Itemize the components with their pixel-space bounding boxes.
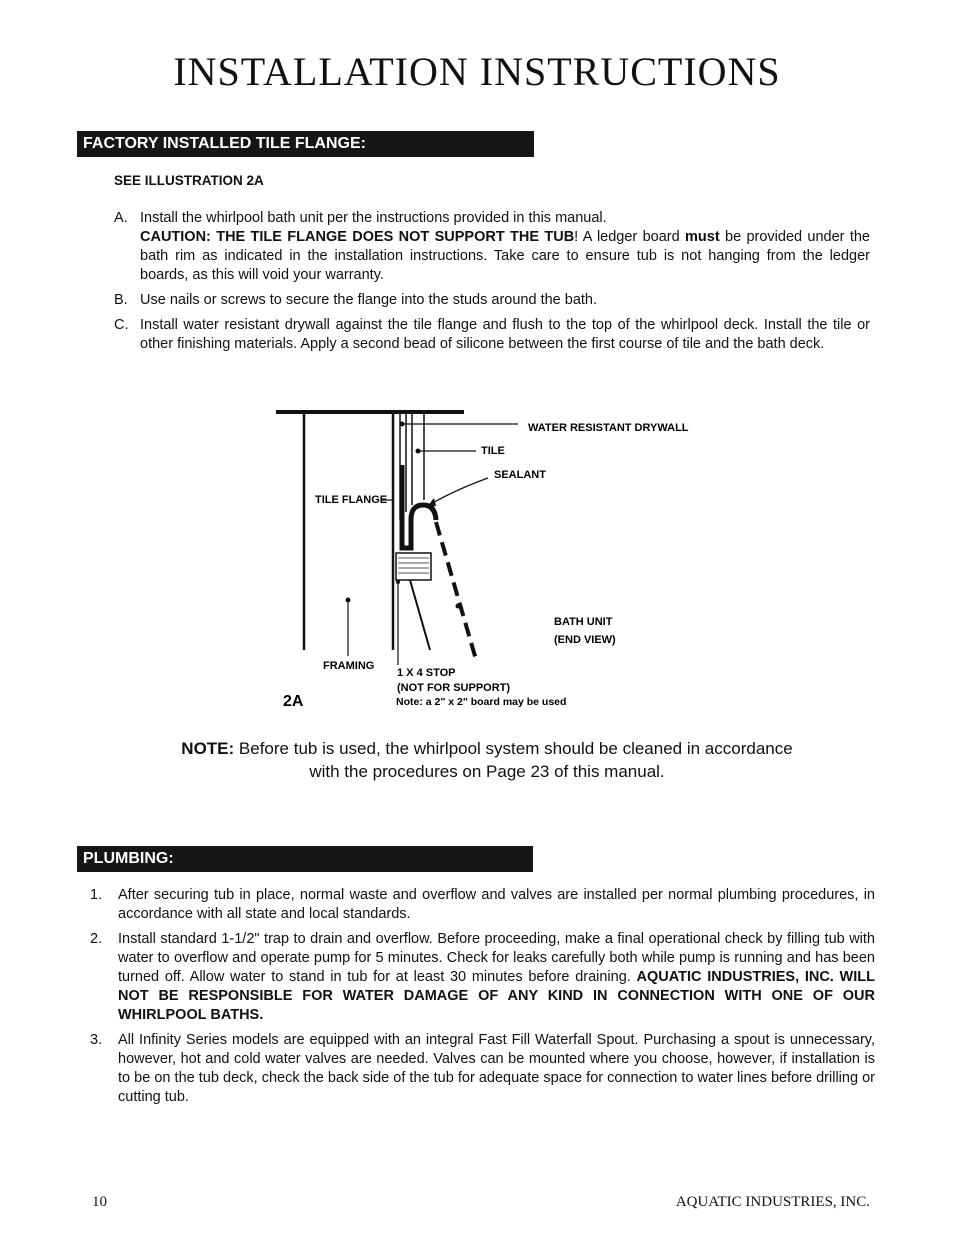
list-item <box>114 316 870 354</box>
item-marker: A. <box>114 210 128 226</box>
item-line: ! A ledger board <box>574 229 686 245</box>
item-line: be provided under the bath rim as indicated in the installation instructions. Take care to ensure tub is not hanging from the ledger boards, as this will void your warranty. <box>140 229 871 283</box>
page-number: 10 <box>92 1194 107 1210</box>
flange-leg <box>410 580 430 650</box>
item-line: Install standard 1-1/2" trap to drain and overflow. Before proceeding, make a final operational check by filling tub with water to overflow and operate pump for 5 minutes. Check for leaks carefully both while pump is running and has been turned off. Allow water to stand in tub for at least 30 minutes before draining. <box>118 931 875 985</box>
page-title: INSTALLATION INSTRUCTIONS <box>173 49 781 94</box>
label-framing: FRAMING <box>323 660 375 672</box>
label-tile-flange: TILE FLANGE <box>315 494 388 506</box>
stop-board <box>396 553 431 580</box>
item-text: Install water resistant drywall against the tile flange and flush to the top of the whirlpool deck. Install the tile or other finishing materials. Apply a second bead of silicone between the first course of tile and the bath deck. <box>140 317 870 352</box>
figure-label: 2A <box>283 693 304 710</box>
caution-text: CAUTION: THE TILE FLANGE DOES NOT SUPPORT THE TUB <box>140 229 575 245</box>
list-item <box>114 209 870 285</box>
item-marker: 3. <box>90 1032 103 1048</box>
list-item <box>90 930 875 1025</box>
section-heading-plumbing: PLUMBING: <box>77 846 533 872</box>
leader-sealant <box>429 478 488 505</box>
section-heading-tile-flange: FACTORY INSTALLED TILE FLANGE: <box>77 131 534 157</box>
label-tile: TILE <box>481 445 505 457</box>
list-item <box>90 886 875 924</box>
item-text <box>118 930 875 1025</box>
item-marker: B. <box>114 292 128 308</box>
note-line: with the procedures on Page 23 of this manual. <box>309 762 665 781</box>
item-marker: C. <box>114 317 129 333</box>
note-label: NOTE: <box>181 739 235 758</box>
item-text <box>140 209 870 285</box>
label-drywall: WATER RESISTANT DRYWALL <box>528 422 689 434</box>
tile-flange <box>402 465 436 548</box>
company-name: AQUATIC INDUSTRIES, INC. <box>675 1194 870 1210</box>
item-text: After securing tub in place, normal waste and overflow and valves are installed per normal plumbing procedures, in accordance with all state and local standards. <box>118 887 875 922</box>
liability-text: AQUATIC INDUSTRIES, INC. WILL NOT BE RESPONSIBLE FOR WATER DAMAGE OF ANY KIND IN CONNECTION WITH ONE OF OUR WHIRLPOOL BATHS. <box>118 969 875 1023</box>
must-text: must <box>685 229 720 245</box>
plumbing-steps <box>90 886 875 1113</box>
label-board-note: Note: a 2" x 2" board may be used <box>396 696 567 708</box>
label-stop: 1 X 4 STOP <box>397 667 456 679</box>
note-line: Before tub is used, the whirlpool system should be cleaned in accordance <box>234 739 793 758</box>
label-end-view: (END VIEW) <box>554 634 616 646</box>
item-line: Install the whirlpool bath unit per the instructions provided in this manual. <box>140 210 607 226</box>
label-bath-unit: BATH UNIT <box>554 616 613 628</box>
item-text: Use nails or screws to secure the flange into the studs around the bath. <box>140 292 598 308</box>
tile-flange-steps <box>114 209 870 360</box>
list-item <box>114 291 870 310</box>
cleaning-note <box>90 737 884 783</box>
label-not-support: (NOT FOR SUPPORT) <box>397 682 511 694</box>
item-marker: 2. <box>90 931 103 947</box>
bath-unit-wall <box>436 522 477 663</box>
see-illustration: SEE ILLUSTRATION 2A <box>114 173 264 188</box>
item-marker: 1. <box>90 887 103 903</box>
item-text: All Infinity Series models are equipped with an integral Fast Fill Waterfall Spout. Purchasing a spout is unnecessary, however, hot and cold water valves are needed. Valves can be mounted where you choose, however, if installation is to be on the tub deck, check the back side of the tub for adequate space for connection to water lines before drilling or cutting tub. <box>118 1032 875 1105</box>
label-sealant: SEALANT <box>494 469 546 481</box>
list-item <box>90 1031 875 1107</box>
